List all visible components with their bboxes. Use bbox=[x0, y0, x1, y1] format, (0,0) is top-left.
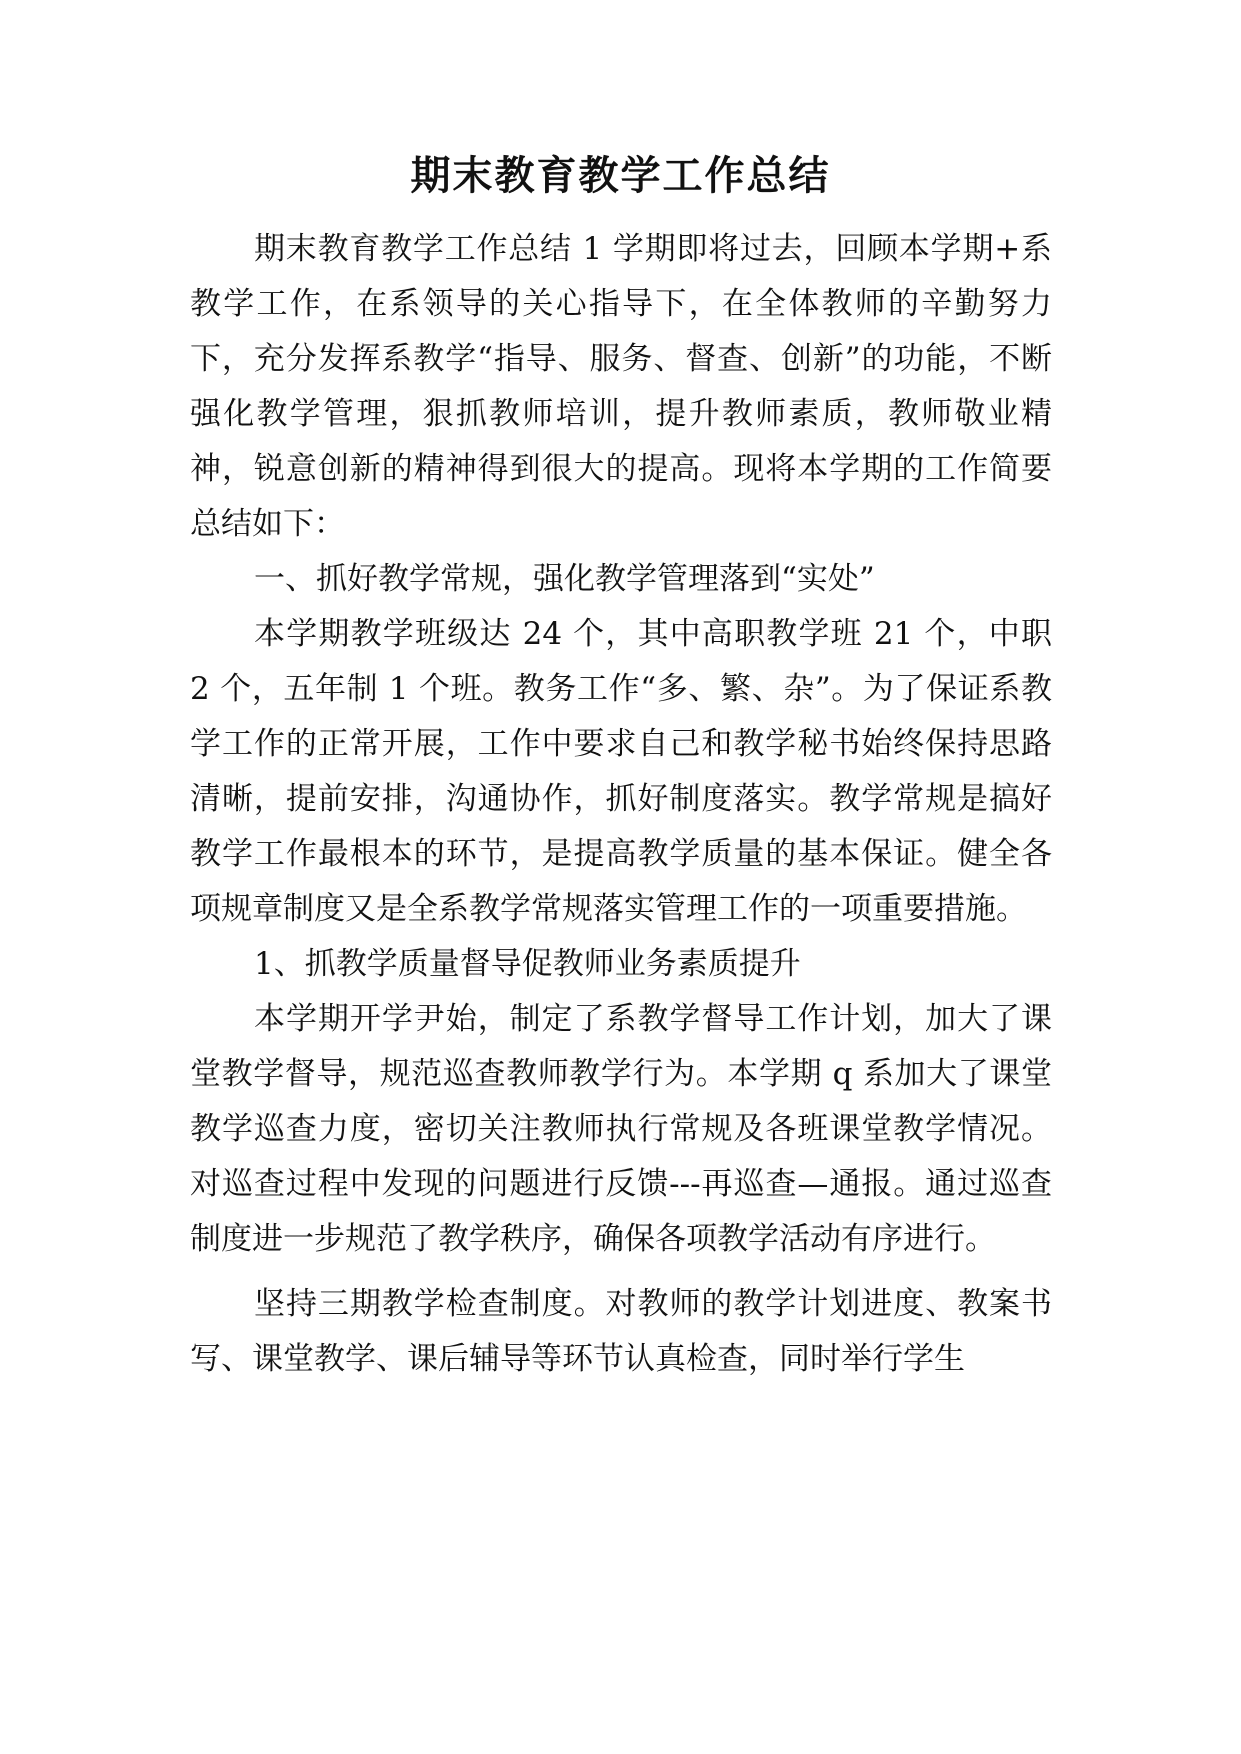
paragraph-intro: 期末教育教学工作总结 1 学期即将过去，回顾本学期+系教学工作，在系领导的关心指导下，在全体教师的辛勤努力下，充分发挥系教学“指导、服务、督查、创新”的功能，不断强化教学管理，狠抓教师培训，提升教师素质，教师敬业精神，锐意创新的精神得到很大的提高。现将本学期的工作简要总结如下： bbox=[190, 231, 1052, 542]
document-body bbox=[190, 222, 1052, 1387]
document-title: 期末教育教学工作总结 bbox=[410, 153, 831, 199]
subsection-heading-1: 1、抓教学质量督导促教师业务素质提升 bbox=[254, 946, 801, 982]
paragraph-inspection: 坚持三期教学检查制度。对教师的教学计划进度、教案书写、课堂教学、课后辅导等环节认真检查，同时举行学生 bbox=[190, 1286, 1052, 1377]
paragraph-supervision: 本学期开学尹始，制定了系教学督导工作计划，加大了课堂教学督导，规范巡查教师教学行为。本学期 q 系加大了课堂教学巡查力度，密切关注教师执行常规及各班课堂教学情况。对巡查过程中发现的问题进行反馈---再巡查—通报。通过巡查制度进一步规范了教学秩序，确保各项教学活动有序进行。 bbox=[190, 1001, 1052, 1257]
paragraph-class-stats: 本学期教学班级达 24 个，其中高职教学班 21 个，中职 2 个，五年制 1 个班。教务工作“多、繁、杂”。为了保证系教学工作的正常开展，工作中要求自己和教学秘书始终保持思路清晰，提前安排，沟通协作，抓好制度落实。教学常规是搞好教学工作最根本的环节，是提高教学质量的基本保证。健全各项规章制度又是全系教学常规落实管理工作的一项重要措施。 bbox=[190, 616, 1052, 927]
section-heading-1: 一、抓好教学常规，强化教学管理落到“实处” bbox=[254, 561, 875, 597]
